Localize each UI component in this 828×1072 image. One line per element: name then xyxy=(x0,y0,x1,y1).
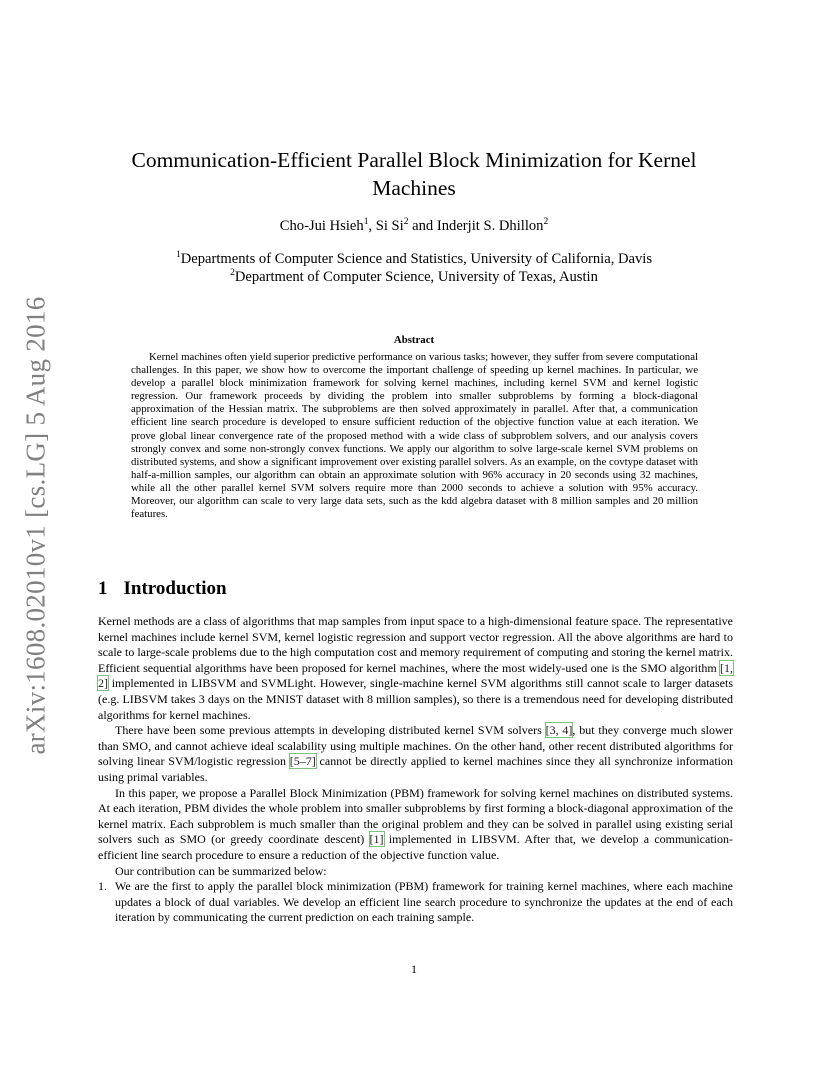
affiliation-text: Department of Computer Science, University of Texas, Austin xyxy=(234,269,598,285)
section-body xyxy=(98,614,733,926)
paragraph xyxy=(98,723,733,785)
paragraph: Our contribution can be summarized below: xyxy=(115,863,327,878)
author-affiliation-mark: 2 xyxy=(403,217,409,227)
paragraph xyxy=(98,614,733,723)
author-separator: , xyxy=(368,218,376,234)
paragraph-text: Kernel methods are a class of algorithms that map samples from input space to a high-dimensional feature space. The representative kernel machines include kernel SVM, kernel logistic regression and support vector regression. All the above algorithms are hard to scale to large-scale problems due to the high computation cost and memory requirement of computing and storing the kernel matrix. Efficient sequential algorithms have been proposed for kernel machines, where the most widely-used one is the SMO algorithm xyxy=(98,614,733,675)
affiliation-text: Departments of Computer Science and Statistics, University of California, Davis xyxy=(180,251,653,267)
paper-title: Communication-Efficient Parallel Block Minimization for Kernel Machines xyxy=(131,148,697,200)
affiliation-line xyxy=(90,268,738,286)
page-number: 1 xyxy=(411,962,417,976)
paragraph-text: , but they converge much slower than SMO, and cannot achieve ideal scalability using multiple machines. On the other hand, other recent distributed algorithms for solving linear SVM/logistic regression xyxy=(98,723,733,769)
affiliation-line xyxy=(90,250,738,268)
section-number: 1 xyxy=(98,578,108,599)
paragraph-text: implemented in LIBSVM and SVMLight. However, single-machine kernel SVM algorithms still cannot scale to larger datasets (e.g. LIBSVM takes 3 days on the MNIST dataset with 8 million samples), so there is a tremendous need for developing distributed algorithms for kernel machines. xyxy=(98,676,733,722)
arxiv-identifier xyxy=(6,290,66,760)
citation-link[interactable]: [5–7] xyxy=(289,754,316,769)
contribution-list xyxy=(98,879,733,926)
author-affiliation-mark: 1 xyxy=(363,217,369,227)
author-affiliation-mark: 2 xyxy=(543,217,549,227)
author-list xyxy=(90,218,738,235)
paragraph-text: cannot be directly applied to kernel machines since they all synchronize information using primal variables. xyxy=(98,754,734,784)
paragraph-text: In this paper, we propose a Parallel Block Minimization (PBM) framework for solving kernel machines on distributed systems. At each iteration, PBM divides the whole problem into smaller subproblems by first forming a block-diagonal approximation of the kernel matrix. Each subproblem is much smaller than the original problem and they can be solved in parallel using existing serial solvers such as SMO (or greedy coordinate descent) xyxy=(98,785,733,847)
paragraph-text: implemented in LIBSVM. After that, we develop a communication-efficient line search procedure to ensure a reduction of the objective function value. xyxy=(98,832,734,862)
contribution-item xyxy=(98,879,733,926)
section-heading xyxy=(98,578,227,600)
author-name: Inderjit S. Dhillon xyxy=(436,218,544,234)
abstract-heading: Abstract xyxy=(393,334,435,346)
arxiv-identifier-text: arXiv:1608.02010v1 [cs.LG] 5 Aug 2016 xyxy=(20,295,51,755)
author-name: Cho-Jui Hsieh xyxy=(279,218,364,234)
author-name: Si Si xyxy=(375,218,404,234)
paragraph-text: There have been some previous attempts in developing distributed kernel SVM solvers xyxy=(115,723,546,738)
affiliation-mark: 1 xyxy=(175,250,181,260)
author-separator: and xyxy=(408,218,437,234)
contribution-number: 1. xyxy=(98,879,107,894)
affiliation-mark: 2 xyxy=(230,268,235,278)
abstract-text: Kernel machines often yield superior predictive performance on various tasks; however, they suffer from severe computational challenges. In this paper, we show how to overcome the important challenge of speeding up kernel machines. In particular, we develop a parallel block minimization framework for solving kernel machines, including kernel SVM and kernel logistic regression. Our framework proceeds by dividing the problem into smaller subproblems by forming a block-diagonal approximation of the Hessian matrix. The subproblems are then solved approximately in parallel. After that, a communication efficient line search procedure is developed to ensure sufficient reduction of the objective function value at each iteration. We prove global linear convergence rate of the proposed method with a wide class of subproblem solvers, and our analysis covers strongly convex and some non-strongly convex functions. We apply our algorithm to solve large-scale kernel SVM problems on distributed systems, and show a significant improvement over existing parallel solvers. As an example, on the covtype dataset with half-a-million samples, our algorithm can obtain an approximate solution with 96% accuracy in 20 seconds using 32 machines, while all the other parallel kernel SVM solvers require more than 2000 seconds to achieve a solution with 95% accuracy. Moreover, our algorithm can scale to very large data sets, such as the kdd algebra dataset with 8 million samples and 20 million features. xyxy=(131,351,698,521)
citation-link[interactable]: [1, 2] xyxy=(98,660,733,691)
section-title: Introduction xyxy=(123,578,227,599)
citation-link[interactable]: [3, 4] xyxy=(545,723,573,738)
paragraph xyxy=(98,786,733,864)
affiliation-list xyxy=(90,250,738,286)
citation-link[interactable]: [1] xyxy=(369,832,384,847)
contribution-text: We are the first to apply the parallel block minimization (PBM) framework for training kernel machines, where each machine updates a block of dual variables. We develop an efficient line search procedure to synchronize the updates at the end of each iteration by communicating the current prediction on each training sample. xyxy=(115,879,733,925)
